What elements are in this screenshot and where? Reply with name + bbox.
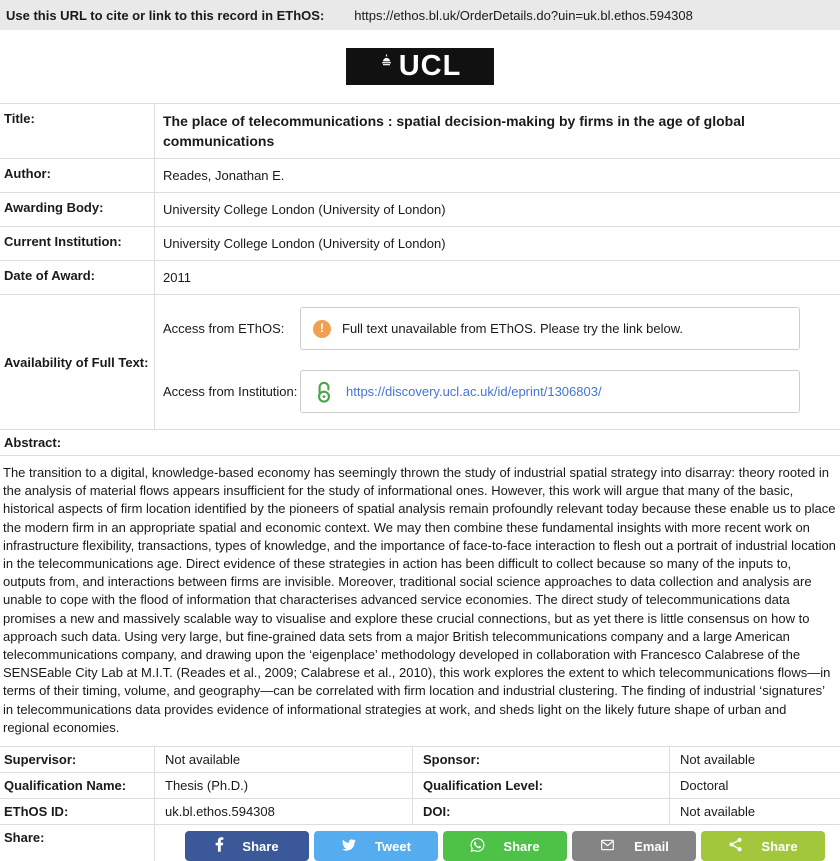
citation-url: https://ethos.bl.uk/OrderDetails.do?uin=uk.bl.ethos.594308 xyxy=(354,7,693,23)
table-row xyxy=(0,799,840,825)
ucl-logo[interactable] xyxy=(346,48,494,85)
current-institution-value: University College London (University of London) xyxy=(163,236,446,251)
access-ethos-label: Access from EThOS: xyxy=(163,321,285,336)
share-buttons xyxy=(155,825,840,861)
ucl-logo-text: UCL xyxy=(398,50,462,82)
table-row xyxy=(0,773,840,799)
email-share-button[interactable] xyxy=(572,831,696,861)
warning-icon: ! xyxy=(313,320,331,338)
row-author xyxy=(0,159,840,193)
share-label: Share: xyxy=(0,825,155,861)
record-table xyxy=(0,103,840,430)
generic-share-button[interactable] xyxy=(701,831,825,861)
access-ethos-row xyxy=(163,307,840,350)
facebook-icon xyxy=(215,837,224,855)
share-button-label: Share xyxy=(242,838,279,854)
date-of-award-label: Date of Award: xyxy=(0,261,155,294)
date-of-award-value: 2011 xyxy=(163,270,191,285)
share-button-label: Email xyxy=(634,838,669,854)
open-access-icon xyxy=(313,380,335,404)
row-date-of-award xyxy=(0,261,840,295)
citation-bar xyxy=(0,0,840,30)
twitter-tweet-button[interactable] xyxy=(314,831,438,861)
qualification-level-label: Qualification Level: xyxy=(413,773,670,798)
details-table xyxy=(0,746,840,861)
qualification-name-value: Thesis (Ph.D.) xyxy=(155,773,413,798)
facebook-share-button[interactable] xyxy=(185,831,309,861)
row-title xyxy=(0,104,840,159)
supervisor-label: Supervisor: xyxy=(0,747,155,772)
supervisor-value: Not available xyxy=(155,747,413,772)
share-button-label: Share xyxy=(761,838,798,854)
share-row xyxy=(0,825,840,861)
author-label: Author: xyxy=(0,159,155,192)
sponsor-value: Not available xyxy=(680,752,756,768)
qualification-name-label: Qualification Name: xyxy=(0,773,155,798)
institution-link[interactable]: https://discovery.ucl.ac.uk/id/eprint/1306803/ xyxy=(346,384,602,399)
row-availability xyxy=(0,295,840,430)
ethos-id-value: uk.bl.ethos.594308 xyxy=(155,799,413,824)
share-nodes-icon xyxy=(728,837,743,855)
doi-value: Not available xyxy=(680,804,756,820)
access-institution-row xyxy=(163,370,840,413)
share-button-label: Share xyxy=(503,838,540,854)
table-row xyxy=(0,747,840,773)
ucl-dome-icon xyxy=(379,53,394,71)
availability-label: Availability of Full Text: xyxy=(0,295,155,429)
row-current-institution xyxy=(0,227,840,261)
ethos-id-label: EThOS ID: xyxy=(0,799,155,824)
logo-container xyxy=(0,30,840,103)
author-value: Reades, Jonathan E. xyxy=(163,168,285,183)
doi-label: DOI: xyxy=(413,799,670,824)
email-icon xyxy=(599,838,616,855)
access-ethos-message: Full text unavailable from EThOS. Please try the link below. xyxy=(342,321,684,336)
share-button-label: Tweet xyxy=(375,838,411,854)
whatsapp-share-button[interactable] xyxy=(443,831,567,861)
qualification-level-value: Doctoral xyxy=(680,778,729,794)
availability-content xyxy=(155,295,840,429)
abstract-label: Abstract: xyxy=(0,430,840,456)
whatsapp-icon xyxy=(470,837,485,856)
abstract-text: The transition to a digital, knowledge-based economy has seemingly thrown the study of industrial spatial strategy into disarray: theory rooted in the analysis of material flows appears insufficient for the study of informational ones. However, this work will argue that many of the basic, historical aspects of firm location identified by the pioneers of spatial analysis remain profoundly relevant today because these enable us to place the modern firm in an appropriate spatial and economic context. We may then combine these fundamental insights with more recent work on infrastructure flexibility, transactions, types of knowledge, and the importance of face-to-face interaction to flesh out a portrait of industrial location in the telecommunications age. Direct evidence of these strategies in action has been difficult to collect because so many of the inputs to, outputs from, and interactions between firms are invisible. Moreover, traditional social science approaches to data collection and analysis are unable to cope with the flood of information that characterises advanced service economies. The direct study of telecommunications data promises a new and massively scalable way to visualise and explore these crucial connections, but as yet there is little consensus on how to approach such data. Using very large, but fine-grained data sets from a major British telecommunications company and a large American telecommunications company, and drawing upon the ‘eigenplace’ methodology developed in collaboration with Francesco Calabrese of the SENSEable City Lab at M.I.T. (Reades et al., 2009; Calabrese et al., 2010), this work explores the extent to which telecommunications flows—in terms of their timing, volume, and geography—can be correlated with firm location and industrial clustering. The finding of industrial ‘signatures’ in telecommunications data provides evidence of informational strategies at work, and sheds light on the likely future shape of urban and regional economies. xyxy=(3,465,836,735)
twitter-icon xyxy=(341,838,357,855)
awarding-body-label: Awarding Body: xyxy=(0,193,155,226)
citation-label: Use this URL to cite or link to this record in EThOS: xyxy=(6,7,325,23)
current-institution-label: Current Institution: xyxy=(0,227,155,260)
access-ethos-box xyxy=(300,307,800,350)
title-value: The place of telecommunications : spatial decision-making by firms in the age of global communications xyxy=(163,113,745,149)
access-institution-label: Access from Institution: xyxy=(163,384,298,399)
title-label: Title: xyxy=(0,104,155,158)
row-awarding-body xyxy=(0,193,840,227)
access-institution-box xyxy=(300,370,800,413)
sponsor-label: Sponsor: xyxy=(413,747,670,772)
awarding-body-value: University College London (University of London) xyxy=(163,202,446,217)
